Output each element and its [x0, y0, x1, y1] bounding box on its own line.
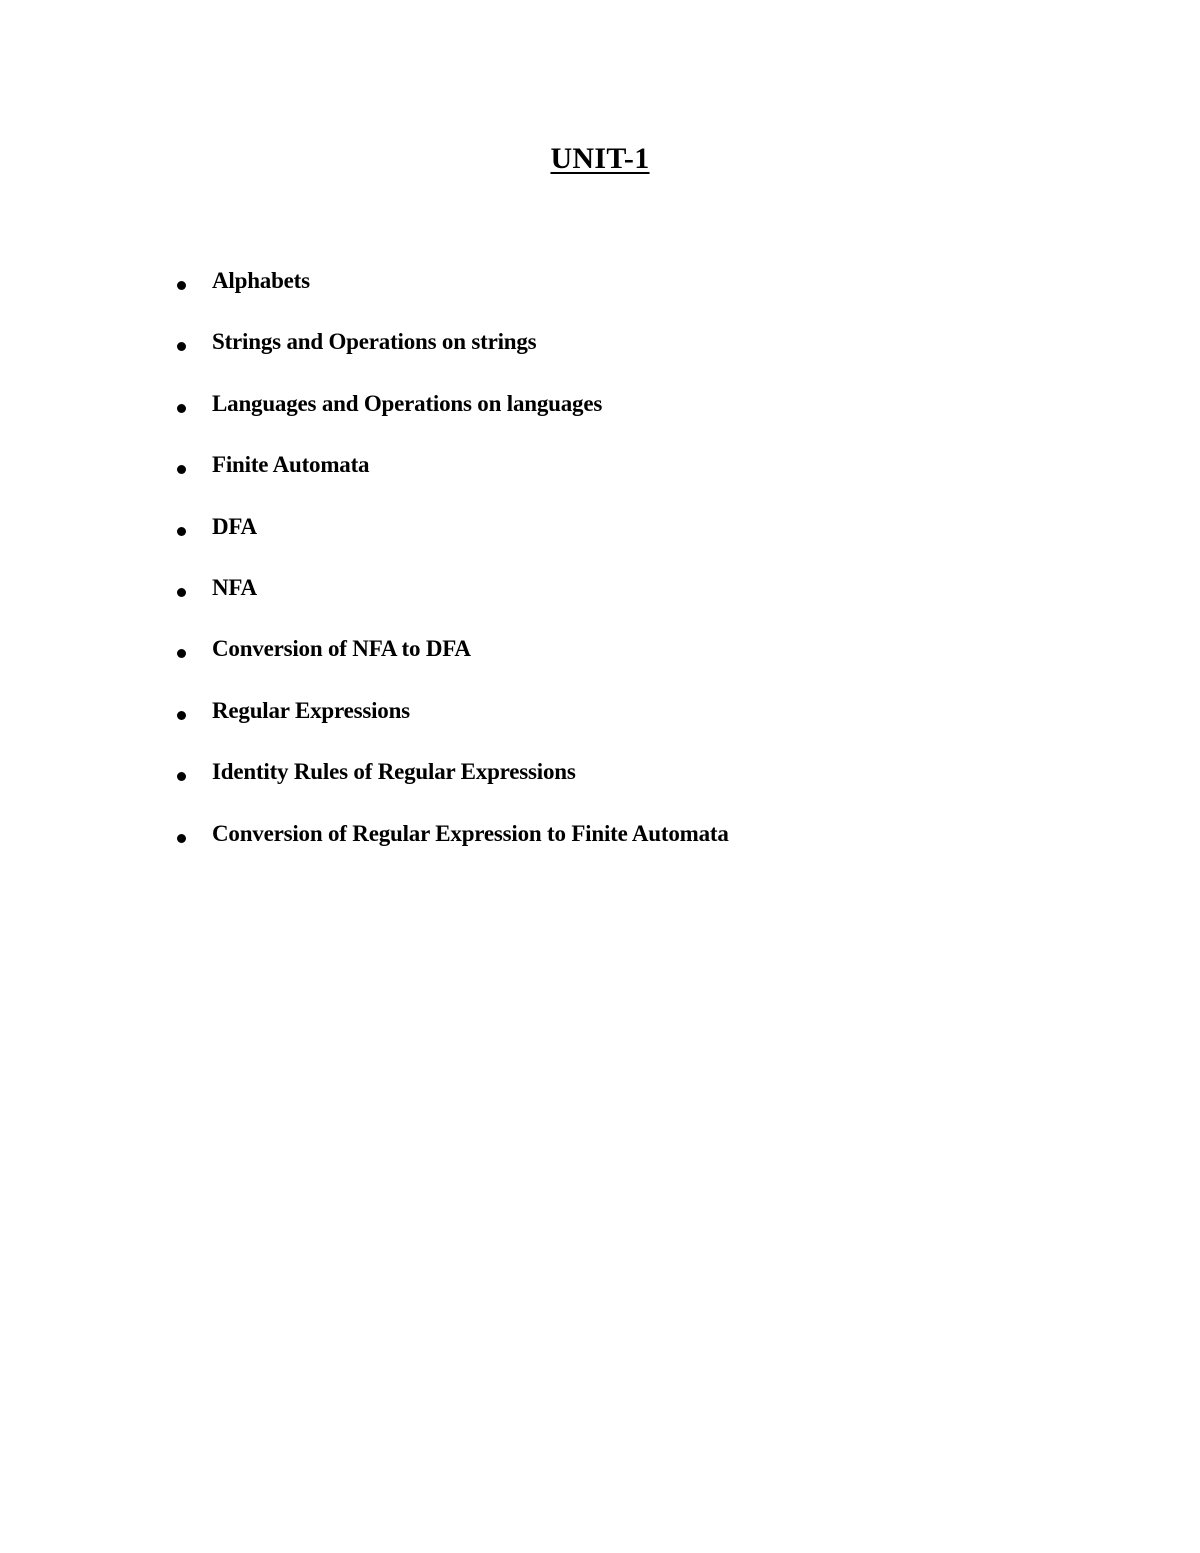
- bullet-icon: [177, 342, 186, 351]
- list-item: [0, 694, 1200, 755]
- bullet-icon: [177, 834, 186, 843]
- topic-text: NFA: [212, 574, 257, 600]
- topic-text: Alphabets: [212, 268, 310, 293]
- list-item: [0, 264, 1200, 325]
- topic-list: [0, 264, 1200, 878]
- topic-text: Finite Automata: [212, 452, 370, 478]
- topic-text: Conversion of NFA to DFA: [212, 636, 471, 662]
- bullet-icon: [177, 649, 186, 658]
- topic-text: Conversion of Regular Expression to Finite Automata: [212, 820, 729, 846]
- list-item: [0, 632, 1200, 693]
- topic-text: Regular Expressions: [212, 697, 410, 723]
- list-item: [0, 755, 1200, 816]
- topic-text: DFA: [212, 513, 257, 539]
- bullet-icon: [177, 527, 186, 536]
- list-item: [0, 448, 1200, 509]
- list-item: [0, 510, 1200, 571]
- bullet-icon: [177, 404, 186, 413]
- topic-text: Strings and Operations on strings: [212, 329, 537, 355]
- list-item: [0, 817, 1200, 878]
- topic-text: Languages and Operations on languages: [212, 390, 603, 416]
- topic-text: Identity Rules of Regular Expressions: [212, 759, 576, 785]
- bullet-icon: [177, 588, 186, 597]
- bullet-icon: [177, 711, 186, 720]
- bullet-icon: [177, 281, 186, 290]
- bullet-icon: [177, 465, 186, 474]
- list-item: [0, 325, 1200, 386]
- list-item: [0, 571, 1200, 632]
- page-title: UNIT-1: [550, 142, 650, 175]
- bullet-icon: [177, 772, 186, 781]
- list-item: [0, 387, 1200, 448]
